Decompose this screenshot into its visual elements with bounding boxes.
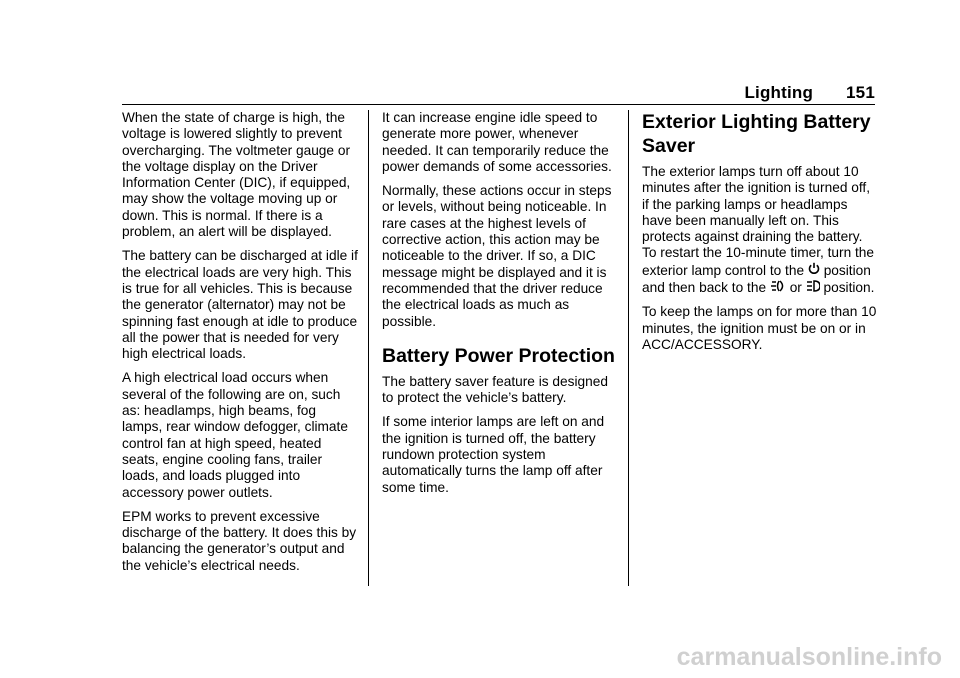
paragraph: If some interior lamps are left on and the ignition is turned off, the battery rundown protection system automatically turns the lamp off after some time.: [382, 414, 605, 495]
section-heading: Exterior Lighting Battery Saver: [642, 111, 871, 157]
watermark: carmanualsonline.info: [676, 643, 942, 671]
paragraph: Normally, these actions occur in steps or levels, without being noticeable. In rare cases at the highest levels of corrective action, this action may be noticeable to the driver. If so, a DIC message might be displayed and it is recommended that the driver reduce the electrical loads as much as possible.: [382, 183, 612, 329]
parking-lamps-icon: [770, 279, 786, 295]
paragraph: EPM works to prevent excessive discharge of the battery. It does this by balancing the generator’s output and the vehicle’s electrical needs.: [122, 508, 357, 573]
section-title: Lighting: [744, 83, 814, 102]
column-divider: [628, 110, 629, 586]
paragraph: A high electrical load occurs when several of the following are on, such as: headlamps, high beams, fog lamps, rear window defogger, climate control fan at high speed, heated seats, engine cooling fans, trailer loads, and loads plugged into accessory power outlets.: [122, 370, 348, 500]
page-number: 151: [846, 83, 875, 102]
headlamps-icon: [806, 279, 820, 295]
section-heading: Battery Power Protection: [382, 344, 615, 367]
header-rule: [122, 104, 875, 105]
column-divider: [368, 110, 369, 586]
power-off-icon: [808, 262, 820, 278]
paragraph: The exterior lamps turn off about 10 minutes after the ignition is turned off, if the parking lamps or headlamps have been manually left on. This protects against draining the battery. To restart the 10-minute timer, turn the exterior lamp control to the position and then back to the or position.: [642, 164, 875, 296]
column-3: [642, 110, 878, 361]
paragraph: The battery can be discharged at idle if the electrical loads are very high. This is true for all vehicles. This is because the generator (alternator) may not be spinning fast enough at idle to produce all the power that is needed for very high electrical loads.: [122, 248, 358, 362]
paragraph: When the state of charge is high, the voltage is lowered slightly to prevent overcharging. The voltmeter gauge or the voltage display on the Driver Information Center (DIC), if equipped, may show the voltage moving up or down. This is normal. If there is a problem, an alert will be displayed.: [122, 110, 351, 240]
paragraph: To keep the lamps on for more than 10 minutes, the ignition must be on or in ACC/ACCESSORY.: [642, 304, 877, 352]
page-header: [744, 83, 875, 103]
column-1: [122, 110, 360, 582]
paragraph: It can increase engine idle speed to generate more power, whenever needed. It can temporarily reduce the power demands of some accessories.: [382, 110, 612, 174]
column-2: [382, 110, 618, 504]
paragraph: The battery saver feature is designed to protect the vehicle’s battery.: [382, 373, 608, 406]
